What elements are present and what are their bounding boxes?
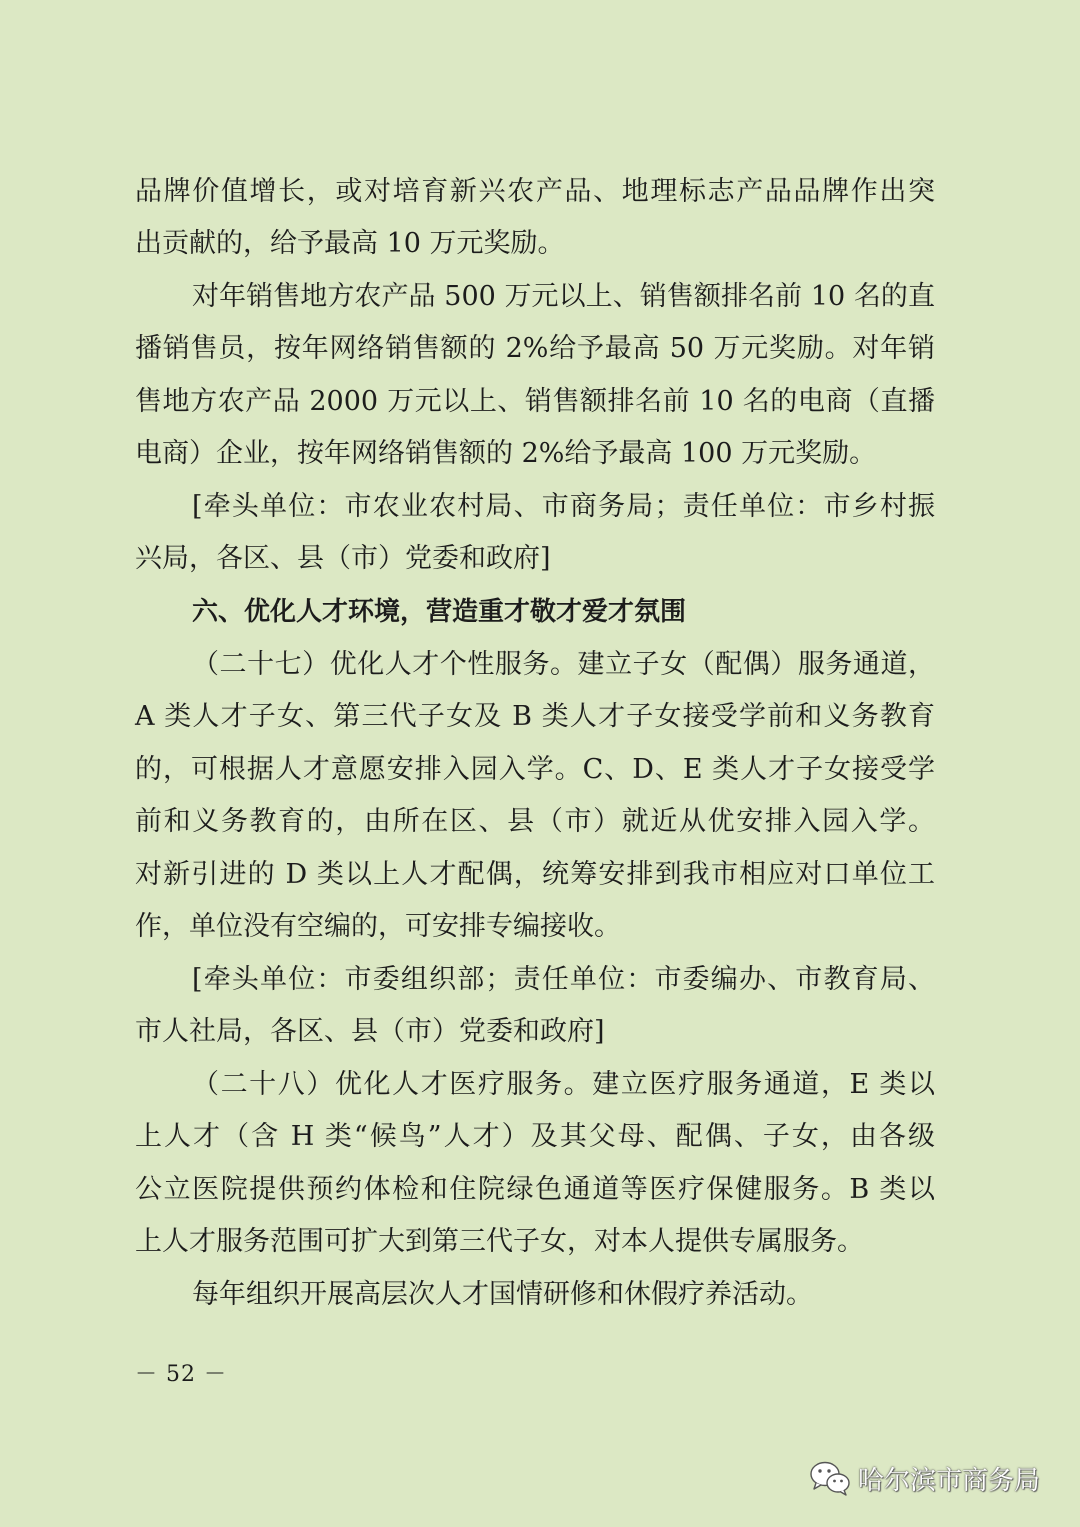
paragraph-line: 对新引进的 D 类以上人才配偶，统筹安排到我市相应对口单位工: [135, 859, 935, 890]
responsibility-line: 兴局，各区、县（市）党委和政府]: [135, 543, 551, 574]
responsibility-line: [牵头单位：市委组织部；责任单位：市委编办、市教育局、: [192, 964, 935, 995]
account-name: 哈尔滨市商务局: [858, 1465, 1041, 1496]
responsibility-line: [牵头单位：市农业农村局、市商务局；责任单位：市乡村振: [192, 491, 935, 522]
paragraph-line: 公立医院提供预约体检和住院绿色通道等医疗保健服务。B 类以: [135, 1174, 935, 1205]
paragraph-line: 出贡献的，给予最高 10 万元奖励。: [135, 228, 565, 259]
section-heading: 六、优化人才环境，营造重才敬才爱才氛围: [192, 597, 687, 627]
paragraph-line: （二十八）优化人才医疗服务。建立医疗服务通道，E 类以: [192, 1069, 935, 1100]
page-number: － 52 －: [135, 1362, 227, 1387]
paragraph-line: 对年销售地方农产品 500 万元以上、销售额排名前 10 名的直: [192, 281, 935, 312]
paragraph-line: 品牌价值增长，或对培育新兴农产品、地理标志产品品牌作出突: [135, 176, 935, 207]
responsibility-line: 市人社局，各区、县（市）党委和政府]: [135, 1016, 605, 1047]
paragraph-line: 售地方农产品 2000 万元以上、销售额排名前 10 名的电商（直播: [135, 386, 935, 417]
paragraph-line: 前和义务教育的，由所在区、县（市）就近从优安排入园入学。: [135, 806, 935, 837]
paragraph-line: 的，可根据人才意愿安排入园入学。C、D、E 类人才子女接受学: [135, 754, 935, 785]
paragraph-line: A 类人才子女、第三代子女及 B 类人才子女接受学前和义务教育: [135, 701, 935, 732]
paragraph-line: 上人才（含 H 类“候鸟”人才）及其父母、配偶、子女，由各级: [135, 1121, 935, 1152]
paragraph-line: 电商）企业，按年网络销售额的 2%给予最高 100 万元奖励。: [135, 438, 877, 469]
wechat-icon: [808, 1458, 852, 1498]
paragraph-line: 上人才服务范围可扩大到第三代子女，对本人提供专属服务。: [135, 1226, 864, 1257]
paragraph-line: 播销售员，按年网络销售额的 2%给予最高 50 万元奖励。对年销: [135, 333, 935, 364]
paragraph-line: （二十七）优化人才个性服务。建立子女（配偶）服务通道，: [192, 649, 935, 680]
account-watermark: [808, 1458, 1040, 1498]
paragraph-line: 每年组织开展高层次人才国情研修和休假疗养活动。: [192, 1279, 813, 1310]
paragraph-line: 作，单位没有空编的，可安排专编接收。: [135, 911, 621, 942]
